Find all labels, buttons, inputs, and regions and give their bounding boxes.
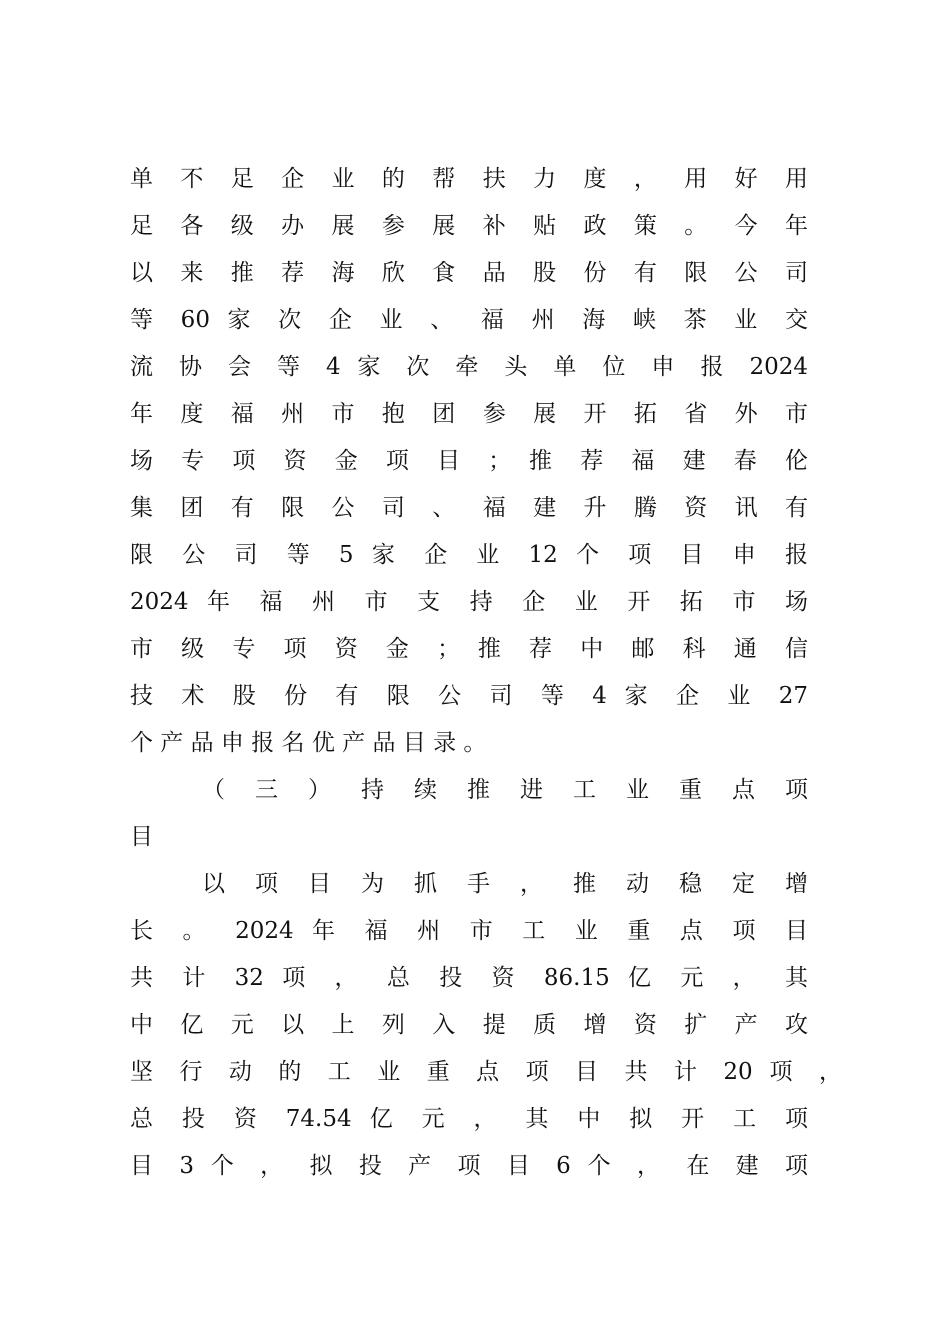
text-line: 目 3 个 ， 拟 投 产 项 目 6 个 ， 在 建 项 (130, 1153, 808, 1179)
text-line: 以 来 推 荐 海 欣 食 品 股 份 有 限 公 司 (130, 260, 808, 286)
body-text (130, 156, 842, 1190)
section-heading-continuation: 目 (130, 824, 153, 850)
text-line: 总 投 资 74.54 亿 元 ， 其 中 拟 开 工 项 (130, 1106, 808, 1132)
text-line: 中 亿 元 以 上 列 入 提 质 增 资 扩 产 攻 (130, 1012, 808, 1038)
text-line: 坚 行 动 的 工 业 重 点 项 目 共 计 20 项 ， (130, 1059, 842, 1085)
section-heading: （ 三 ） 持 续 推 进 工 业 重 点 项 (202, 777, 808, 803)
text-line: 场 专 项 资 金 项 目 ； 推 荐 福 建 春 伦 (130, 448, 808, 474)
text-line: 年 度 福 州 市 抱 团 参 展 开 拓 省 外 市 (130, 401, 808, 427)
paragraph-start: 以 项 目 为 抓 手 ， 推 动 稳 定 增 (202, 871, 808, 897)
text-line: 限 公 司 等 5 家 企 业 12 个 项 目 申 报 (130, 542, 808, 568)
text-line: 集 团 有 限 公 司 、 福 建 升 腾 资 讯 有 (130, 495, 808, 521)
text-line: 长 。 2024 年 福 州 市 工 业 重 点 项 目 (130, 918, 809, 944)
text-line: 共 计 32 项 ， 总 投 资 86.15 亿 元 ， 其 (130, 965, 808, 991)
text-line: 等 60 家 次 企 业 、 福 州 海 峡 茶 业 交 (130, 307, 808, 333)
text-line: 2024 年 福 州 市 支 持 企 业 开 拓 市 场 (130, 589, 809, 615)
text-line: 单 不 足 企 业 的 帮 扶 力 度 ， 用 好 用 (130, 166, 808, 192)
text-line: 流 协 会 等 4 家 次 牵 头 单 位 申 报 2024 (130, 354, 808, 380)
text-line: 个 产 品 申 报 名 优 产 品 目 录 。 (130, 730, 487, 756)
text-line: 市 级 专 项 资 金 ； 推 荐 中 邮 科 通 信 (130, 636, 808, 662)
text-line: 足 各 级 办 展 参 展 补 贴 政 策 。 今 年 (130, 213, 808, 239)
text-line: 技 术 股 份 有 限 公 司 等 4 家 企 业 27 (130, 683, 808, 709)
